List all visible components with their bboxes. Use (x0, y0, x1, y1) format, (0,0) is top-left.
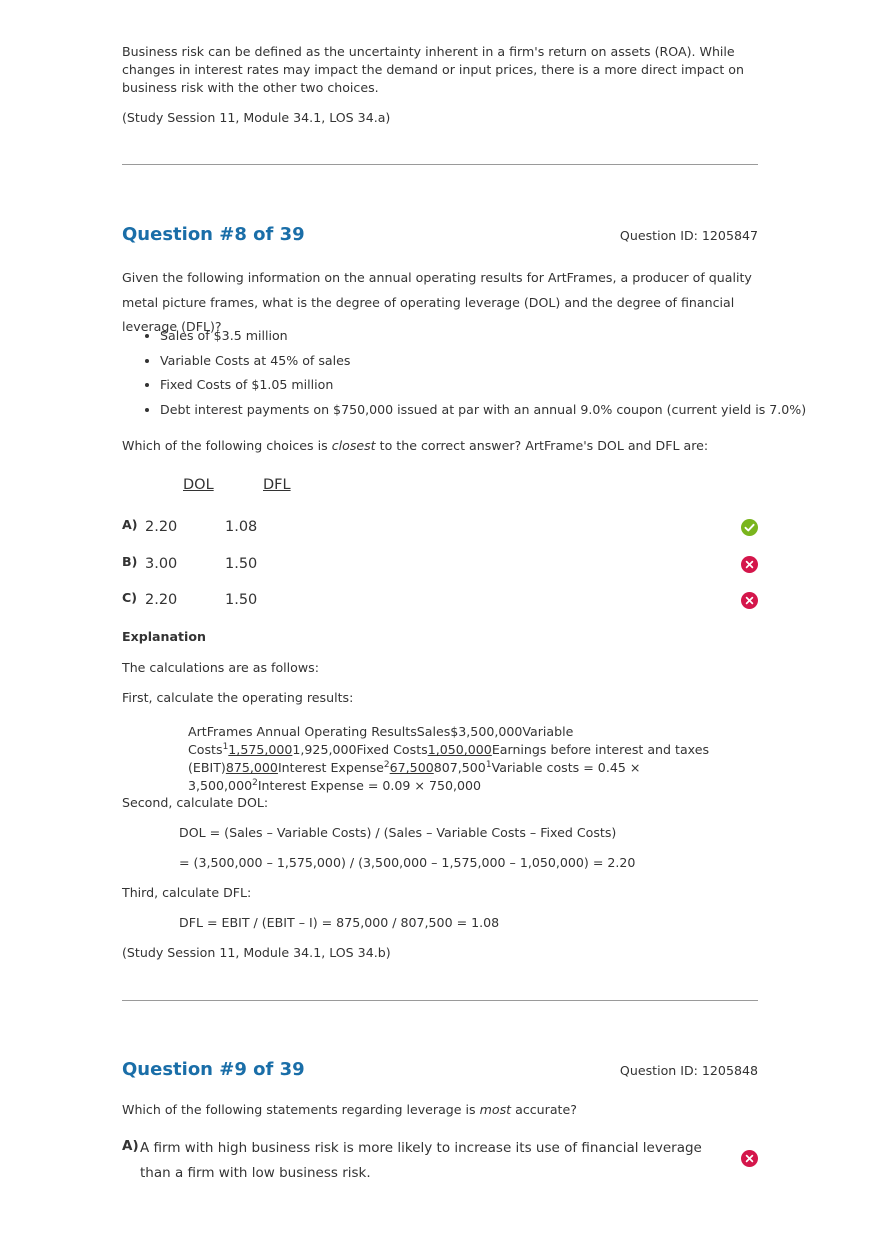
list-item: • Fixed Costs of $1.05 million (160, 376, 806, 401)
question-8-title: Question #8 of 39 (122, 224, 305, 245)
question-8-stem: Given the following information on the annual operating results for ArtFrames, a producer of quality metal picture frames, what is the degree of operating leverage (DOL) and the degree of financial leverage (DFL)? (122, 270, 752, 334)
column-header-dol: DOL (183, 477, 214, 493)
question-8-id: Question ID: 1205847 (619, 228, 758, 243)
dfl-formula: DFL = EBIT / (EBIT – I) = 875,000 / 807,500 = 1.08 (179, 915, 500, 930)
answer-dfl-value: 1.08 (225, 519, 258, 535)
answer-dol-value: 2.20 (145, 519, 178, 535)
dol-formula: DOL = (Sales – Variable Costs) / (Sales – Variable Costs – Fixed Costs) (179, 825, 617, 840)
answer-text: A firm with high business risk is more likely to increase its use of financial leverage than a firm with low business risk. (140, 1140, 702, 1181)
question-8-given-list (122, 327, 806, 425)
question-9-title: Question #9 of 39 (122, 1059, 305, 1080)
answer-letter: C) (122, 590, 137, 605)
prev-explanation-text: Business risk can be defined as the uncertainty inherent in a firm's return on assets (ROA). While changes in interest rates may impact the demand or input prices, there is a more direct impact on business risk with the other two choices. (122, 44, 744, 95)
explanation-step-2: Second, calculate DOL: (122, 795, 269, 810)
answer-dol-value: 3.00 (145, 556, 178, 572)
x-circle-icon (741, 556, 758, 573)
x-circle-icon (741, 592, 758, 609)
prev-explanation-reference: (Study Session 11, Module 34.1, LOS 34.a) (122, 110, 391, 125)
explanation-reference: (Study Session 11, Module 34.1, LOS 34.b) (122, 945, 391, 960)
check-circle-icon (741, 519, 758, 536)
operating-results-table: ArtFrames Annual Operating ResultsSales$3,500,000Variable Costs$^1$1,575,0001,925,000Fixed Costs1,050,000Earnings before interest and taxes (EBIT)875,000Interest Expense$^2$67,500807,500$^1$Variable costs = $0.45 \times 3,500,000^2Interest$ Expense = 0.09 × 750,000 (188, 724, 710, 793)
answer-dfl-value: 1.50 (225, 592, 258, 608)
dol-calculation: = (3,500,000 – 1,575,000) / (3,500,000 – 1,575,000 – 1,050,000) = 2.20 (179, 855, 636, 870)
explanation-step-1: First, calculate the operating results: (122, 690, 354, 705)
divider (122, 164, 758, 165)
explanation-intro: The calculations are as follows: (122, 660, 319, 675)
answer-letter: B) (122, 554, 138, 569)
list-item: • Debt interest payments on $750,000 issued at par with an annual 9.0% coupon (current yield is 7.0%) (160, 401, 806, 426)
column-header-dfl: DFL (263, 477, 291, 493)
list-item: • Sales of $3.5 million (160, 327, 806, 352)
divider (122, 1000, 758, 1001)
explanation-step-3: Third, calculate DFL: (122, 885, 252, 900)
answer-letter: A) (122, 1138, 139, 1154)
answer-dfl-value: 1.50 (225, 556, 258, 572)
answer-dol-value: 2.20 (145, 592, 178, 608)
explanation-heading: Explanation (122, 629, 206, 644)
question-9-stem: Which of the following statements regarding leverage is most accurate? (122, 1102, 577, 1117)
question-9-id: Question ID: 1205848 (619, 1063, 758, 1078)
answer-letter: A) (122, 517, 138, 532)
x-circle-icon (741, 1150, 758, 1167)
question-8-prompt: Which of the following choices is closest to the correct answer? ArtFrame's DOL and DFL are: (122, 438, 709, 453)
list-item: • Variable Costs at 45% of sales (160, 352, 806, 377)
